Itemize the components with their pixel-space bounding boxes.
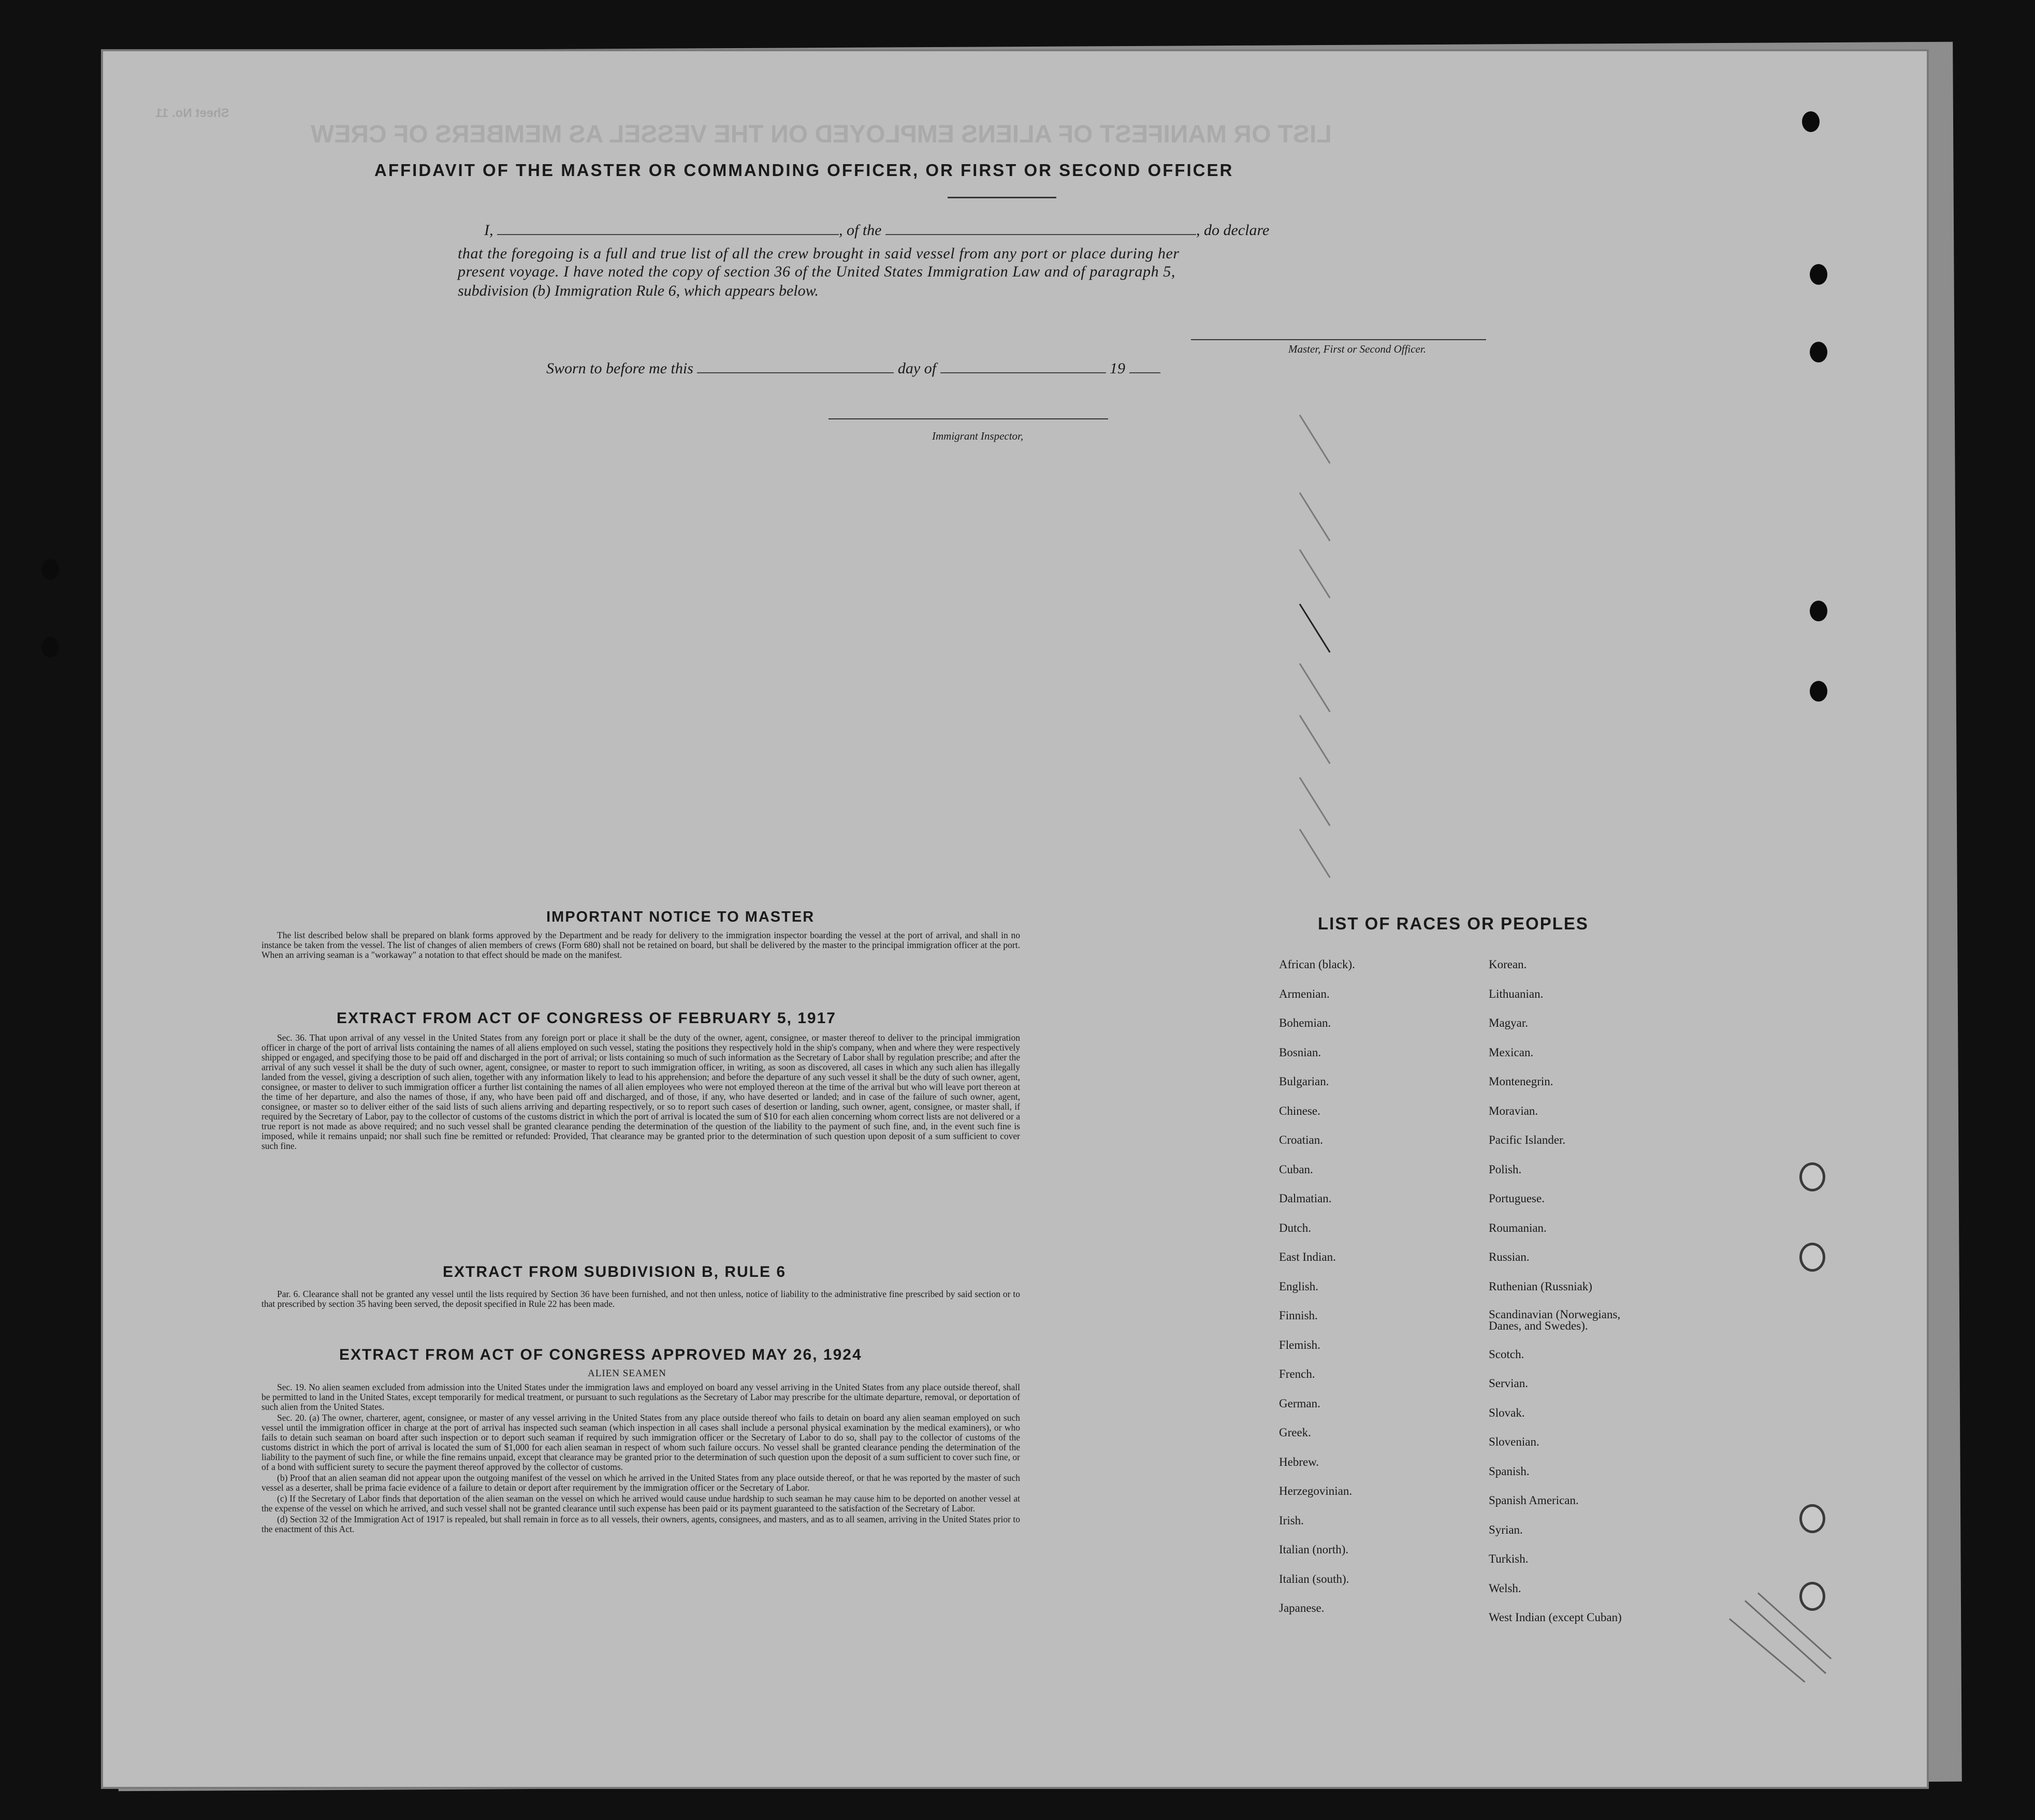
notice-paragraph: The list described below shall be prepared on blank forms approved by the Department and be ready for delivery to the immigration inspector boarding the vessel at the port of arrival, and shall in no instance be taken from the vessel. The list of changes of alien members of crews (Form 680) shall not be retained on board, but shall be delivered by the master to the principal immigration officer at the port. When an arriving seaman is a "workaway" a notation to that effect should be made on the manifest.	[261, 930, 1020, 960]
race-item: Servian.	[1489, 1377, 1529, 1390]
affidavit-title: AFFIDAVIT OF THE MASTER OR COMMANDING OFFICER, OR FIRST OR SECOND OFFICER	[374, 161, 1234, 180]
binder-hole	[1810, 264, 1827, 285]
binder-hole	[1799, 1243, 1825, 1272]
master-signature-line[interactable]	[1191, 339, 1486, 340]
race-item: Slovenian.	[1489, 1435, 1539, 1448]
day-of-label: day of	[897, 360, 937, 377]
race-item: Irish.	[1279, 1513, 1304, 1527]
race-item: Mexican.	[1489, 1045, 1534, 1059]
bleed-through-sheet-number: Sheet No. 11	[155, 106, 229, 120]
race-item: French.	[1279, 1367, 1315, 1380]
race-item: Bosnian.	[1279, 1045, 1321, 1059]
race-item: Turkish.	[1489, 1552, 1529, 1565]
race-item: Russian.	[1489, 1250, 1530, 1263]
binder-hole	[1810, 681, 1827, 702]
race-item: Magyar.	[1489, 1016, 1529, 1029]
extract-1924-text	[261, 1382, 1020, 1535]
race-item: Polish.	[1489, 1162, 1522, 1176]
sworn-line	[546, 360, 1160, 377]
race-item: Japanese.	[1279, 1601, 1325, 1614]
binder-hole	[1799, 1504, 1825, 1533]
race-item: Lithuanian.	[1489, 987, 1544, 1000]
race-item: Herzegovinian.	[1279, 1484, 1353, 1497]
race-item: Spanish.	[1489, 1464, 1530, 1478]
race-item: Cuban.	[1279, 1162, 1313, 1176]
i-label: I,	[484, 222, 493, 239]
master-caption: Master, First or Second Officer.	[1288, 343, 1426, 355]
year-label: 19	[1110, 360, 1126, 377]
binder-hole	[1810, 601, 1827, 621]
race-item: Moravian.	[1489, 1104, 1538, 1117]
section-20a-paragraph: Sec. 20. (a) The owner, charterer, agent, consignee, or master of any vessel arriving in the United States from any place outside thereof who fails to detain on board any alien seaman employed on such vessel until the immigration officer in charge at the port of arrival has inspected such seaman (which inspection in all cases shall include a personal physical examination by the medical examiners), or who fails to detain such seaman on board after such inspection or to deport such seaman if required by such immigration officer or the Secretary of Labor to do so, shall pay to the collector of customs of the customs district in which the port of arrival is located the sum of $1,000 for each alien seaman in respect of whom such failure occurs. No vessel shall be granted clearance pending the determination of the liability to the payment of such fine, or while the fine remains unpaid, except that clearance may be granted prior to the determination of such question upon the deposit of a sum sufficient to cover such fine, or of a bond with sufficient surety to secure the payment thereof approved by the collector of customs.	[261, 1413, 1020, 1472]
vessel-name-field[interactable]	[885, 234, 1196, 235]
extract-1924-title: EXTRACT FROM ACT OF CONGRESS APPROVED MAY 26, 1924	[339, 1346, 862, 1363]
race-item: Greek.	[1279, 1426, 1311, 1439]
race-item: Croatian.	[1279, 1133, 1323, 1146]
race-item: Slovak.	[1489, 1406, 1525, 1419]
race-item: Scotch.	[1489, 1347, 1524, 1361]
section-20d-paragraph: (d) Section 32 of the Immigration Act of 1917 is repealed, but shall remain in force as to all vessels, their owners, agents, consignees, and masters, and as to all seamen, arriving in the United States prior to the enactment of this Act.	[261, 1514, 1020, 1534]
races-title: LIST OF RACES OR PEOPLES	[1318, 914, 1589, 933]
race-item: Bohemian.	[1279, 1016, 1331, 1029]
race-item: Chinese.	[1279, 1104, 1320, 1117]
race-item: Finnish.	[1279, 1309, 1318, 1322]
sworn-label: Sworn to before me this	[546, 360, 693, 377]
section-36-paragraph: Sec. 36. That upon arrival of any vessel in the United States from any foreign port or place it shall be the duty of the owner, agent, consignee, or master thereof to deliver to the principal immigration officer in charge of the port of arrival lists containing the names of all aliens employed on such vessel, stating the positions they respectively hold in the ship's company, when and where they were respectively shipped or engaged, and specifying those to be paid off and discharged in the port of arrival; or lists containing so much of such information as the Secretary of Labor shall by regulation prescribe; and after the arrival of any such vessel it shall be the duty of such owner, agent, consignee, or master to report to such immigration officer, in writing, as soon as discovered, all cases in which any such alien has illegally landed from the vessel, giving a description of such alien, together with any information likely to lead to his apprehension; and before the departure of any such vessel it shall be the duty of such owner, agent, consignee, or master to deliver to such immigration officer a further list containing the names of all alien employees who were not employed thereon at the time of the arrival but who will leave port thereon at the time of her departure, and also the names of those, if any, who have been paid off and discharged, and of those, if any, who have deserted or landed; and in case of the failure of such owner, agent, consignee, or master so to deliver either of the said lists of such aliens arriving and departing respectively, or so to report such cases of desertion or landing, such owner, agent, consignee, or master shall, if required by the Secretary of Labor, pay to the collector of customs of the customs district in which the port of arrival is located the sum of $10 for each alien concerning whom correct lists are not delivered or a true report is not made as above required; and no such vessel shall be granted clearance pending the determination of the question of the liability to the payment of such fine, and, in the event such fine is imposed, while it remains unpaid; nor shall such fine be remitted or refunded: Provided, That clearance may be granted prior to the determination of such question upon deposit of a sum sufficient to cover such fine.	[261, 1032, 1020, 1151]
paragraph-6: Par. 6. Clearance shall not be granted any vessel until the lists required by Section 36 have been furnished, and not then unless, notice of liability to the administrative fine prescribed by said section or to that prescribed by section 35 having been served, the deposit specified in Rule 22 has been made.	[261, 1289, 1020, 1309]
inspector-signature-line[interactable]	[828, 418, 1108, 419]
section-20b-paragraph: (b) Proof that an alien seaman did not appear upon the outgoing manifest of the vessel on which he arrived in the United States from any place outside thereof, or that he was reported by the master of such vessel as a deserter, shall be prima facie evidence of a failure to detain or deport after requirement by the immigration officer or the Secretary of Labor.	[261, 1473, 1020, 1493]
officer-name-field[interactable]	[497, 234, 839, 235]
race-item: Armenian.	[1279, 987, 1330, 1000]
extract-1917-title: EXTRACT FROM ACT OF CONGRESS OF FEBRUARY 5, 1917	[337, 1010, 836, 1027]
race-item: West Indian (except Cuban)	[1489, 1611, 1622, 1624]
race-item: Hebrew.	[1279, 1455, 1319, 1468]
affidavit-line-4: subdivision (b) Immigration Rule 6, which appears below.	[458, 282, 819, 299]
binder-hole	[1799, 1582, 1825, 1611]
race-item: Scandinavian (Norwegians, Danes, and Swedes).	[1489, 1308, 1621, 1332]
race-item: Spanish American.	[1489, 1494, 1579, 1507]
extract-rule6-title: EXTRACT FROM SUBDIVISION B, RULE 6	[443, 1263, 787, 1280]
bleed-through-heading: LIST OR MANIFEST OF ALIENS EMPLOYED ON THE VESSEL AS MEMBERS OF CREW	[311, 121, 1332, 148]
race-item: Flemish.	[1279, 1338, 1320, 1351]
binder-hole	[1810, 342, 1827, 362]
race-item: German.	[1279, 1396, 1320, 1410]
race-item: East Indian.	[1279, 1250, 1336, 1263]
binder-hole	[41, 637, 59, 658]
binder-hole	[1799, 1162, 1825, 1191]
race-item: Dalmatian.	[1279, 1192, 1332, 1205]
do-declare-label: , do declare	[1196, 222, 1270, 239]
race-item: Korean.	[1489, 958, 1527, 971]
race-item: Italian (south).	[1279, 1572, 1349, 1585]
race-item: Dutch.	[1279, 1221, 1311, 1234]
race-item: Welsh.	[1489, 1581, 1521, 1595]
divider	[948, 197, 1056, 198]
binder-hole	[41, 559, 59, 580]
race-item: Montenegrin.	[1489, 1075, 1553, 1088]
race-item: Bulgarian.	[1279, 1075, 1329, 1088]
race-item: Pacific Islander.	[1489, 1133, 1566, 1146]
section-20c-paragraph: (c) If the Secretary of Labor finds that deportation of the alien seaman on the vessel on which he arrived would cause undue hardship to such seaman he may cause him to be deported on another vessel at the expense of the vessel on which he arrived, and such vessel shall not be granted clearance until such expense has been paid or its payment guaranteed to the satisfaction of the Secretary of Labor.	[261, 1493, 1020, 1513]
section-19-paragraph: Sec. 19. No alien seamen excluded from admission into the United States under the immigration laws and employed on board any vessel arriving in the United States from any place outside thereof, shall be permitted to land in the United States, except temporarily for medical treatment, or pursuant to such regulations as the Secretary of Labor may prescribe for the ultimate departure, removal, or deportation of such alien from the United States.	[261, 1382, 1020, 1412]
affidavit-line-1	[484, 222, 1269, 239]
race-item: Roumanian.	[1489, 1221, 1547, 1234]
alien-seamen-subtitle: ALIEN SEAMEN	[588, 1368, 666, 1379]
race-item: Ruthenian (Russniak)	[1489, 1279, 1592, 1293]
of-the-label: , of the	[839, 222, 882, 239]
notice-title: IMPORTANT NOTICE TO MASTER	[546, 909, 815, 925]
race-item: English.	[1279, 1279, 1319, 1293]
race-item: Portuguese.	[1489, 1192, 1545, 1205]
binder-hole	[1802, 111, 1820, 132]
inspector-caption: Immigrant Inspector,	[932, 430, 1024, 442]
day-field[interactable]	[697, 372, 894, 373]
race-item: Syrian.	[1489, 1523, 1523, 1536]
affidavit-line-3: present voyage. I have noted the copy of section 36 of the United States Immigration Law and of paragraph 5,	[458, 263, 1175, 280]
race-item: African (black).	[1279, 958, 1355, 971]
month-field[interactable]	[940, 372, 1106, 373]
extract-1917-text	[261, 1033, 1020, 1152]
notice-text	[261, 930, 1020, 961]
race-item: Italian (north).	[1279, 1543, 1349, 1556]
affidavit-line-2: that the foregoing is a full and true list of all the crew brought in said vessel from any port or place during her	[458, 245, 1180, 262]
year-field[interactable]	[1129, 372, 1160, 373]
extract-rule6-text	[261, 1289, 1020, 1310]
